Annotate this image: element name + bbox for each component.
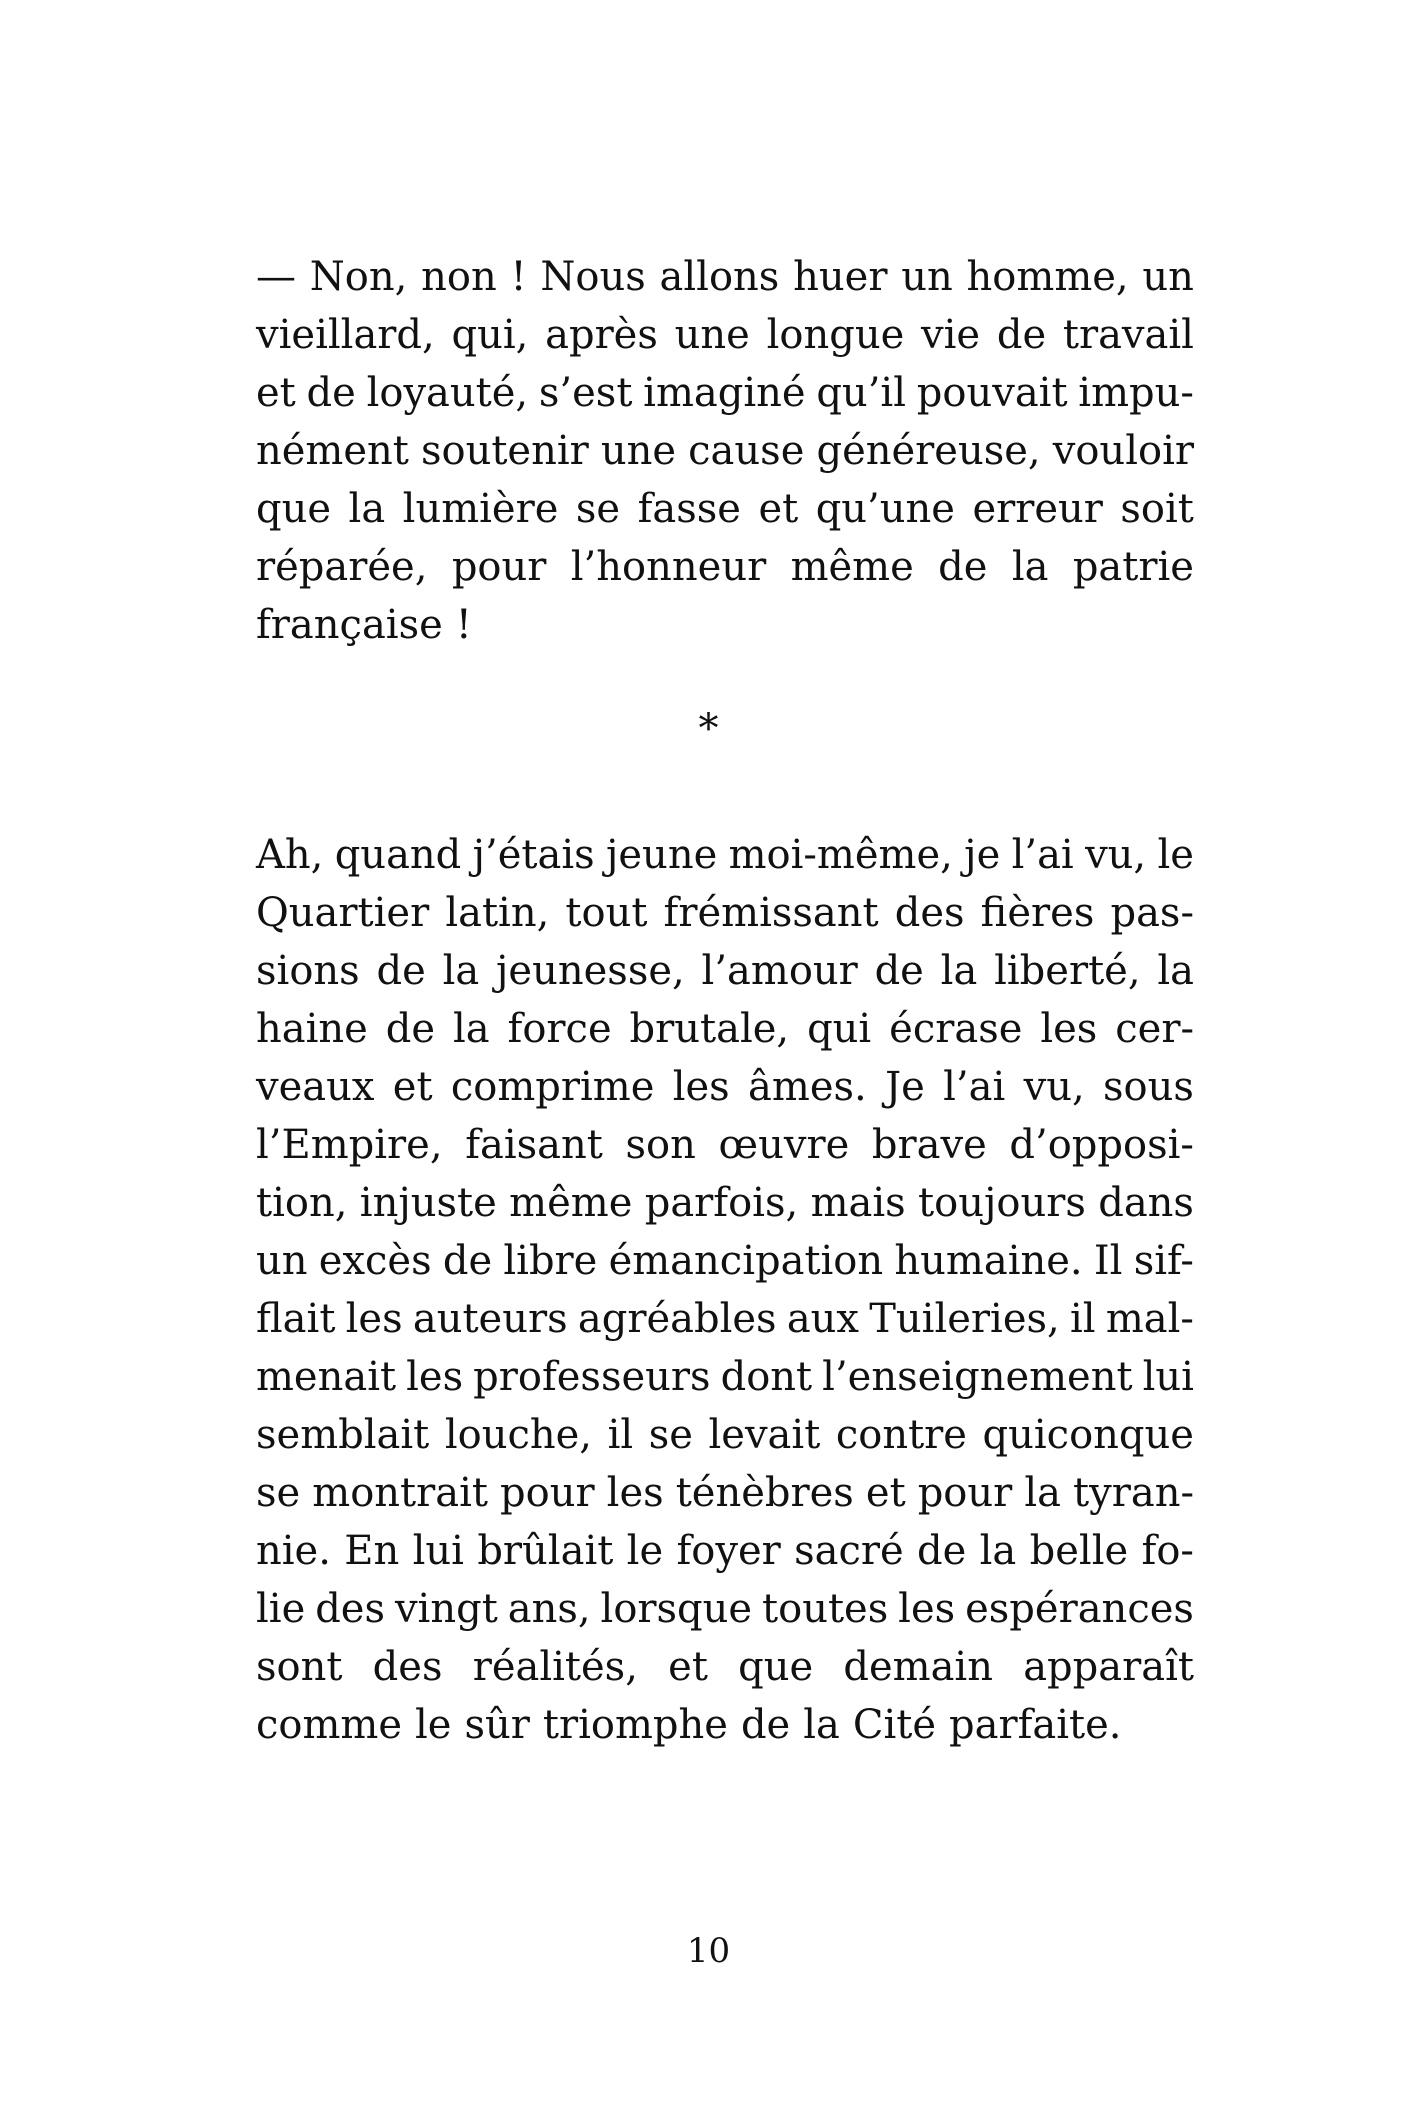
word: la xyxy=(442,948,480,994)
paragraph-1 xyxy=(256,248,1194,654)
word: force xyxy=(507,1006,612,1052)
word: mal- xyxy=(1105,1296,1194,1342)
word: En xyxy=(344,1528,400,1574)
word: humaine. xyxy=(894,1238,1083,1284)
word: de xyxy=(385,1006,436,1052)
word: parfois, xyxy=(644,1180,799,1226)
word: Non, xyxy=(309,254,408,300)
word: le xyxy=(626,1528,664,1574)
word: ! xyxy=(455,602,472,648)
word: tout xyxy=(565,890,648,936)
word: ténèbres xyxy=(675,1470,854,1516)
word: après xyxy=(545,312,658,358)
word: loyauté, xyxy=(366,370,529,416)
word: brutale, xyxy=(629,1006,790,1052)
word: flait xyxy=(256,1296,336,1342)
word: la xyxy=(979,1528,1017,1574)
word: fières xyxy=(980,890,1095,936)
text-line xyxy=(256,422,1194,480)
text-line xyxy=(256,1696,1194,1754)
word: des xyxy=(894,890,965,936)
word: frémissant xyxy=(663,890,879,936)
word: émancipation xyxy=(608,1238,884,1284)
word: généreuse, xyxy=(816,428,1041,474)
word: impu- xyxy=(1078,370,1194,416)
word: vie xyxy=(921,312,981,358)
word: Nous xyxy=(540,254,646,300)
word: tion, xyxy=(256,1180,348,1226)
word: fo- xyxy=(1141,1528,1194,1574)
word: qui xyxy=(807,1006,872,1052)
word: latin, xyxy=(445,890,550,936)
word: soutenir xyxy=(420,428,589,474)
word: ans, xyxy=(507,1586,591,1632)
word: les xyxy=(406,1354,464,1400)
text-line xyxy=(256,480,1194,538)
word: et xyxy=(256,370,296,416)
word: comprime xyxy=(450,1064,655,1110)
word: l’amour xyxy=(701,948,858,994)
word: réparée, xyxy=(256,544,428,590)
word: pas- xyxy=(1110,890,1194,936)
word: — xyxy=(256,254,296,300)
word: allons xyxy=(659,254,780,300)
word: âmes. xyxy=(748,1064,867,1110)
word: professeurs xyxy=(473,1354,711,1400)
word: vingt xyxy=(394,1586,498,1632)
word: de xyxy=(306,370,356,416)
text-line xyxy=(256,1232,1194,1290)
text-line xyxy=(256,884,1194,942)
word: de xyxy=(874,948,924,994)
word: lumière xyxy=(402,486,559,532)
word: même xyxy=(790,544,914,590)
text-line xyxy=(256,1348,1194,1406)
word: Cité xyxy=(852,1702,937,1748)
word: foyer xyxy=(676,1528,781,1574)
word: dont xyxy=(720,1354,813,1400)
word: et xyxy=(668,1644,708,1690)
word: brûlait xyxy=(477,1528,614,1574)
word: s’est xyxy=(538,370,633,416)
word: louche, xyxy=(444,1412,592,1458)
word: montrait xyxy=(312,1470,488,1516)
text-line xyxy=(256,1638,1194,1696)
word: cer- xyxy=(1115,1006,1194,1052)
word: auteurs xyxy=(412,1296,568,1342)
word: son xyxy=(625,1122,696,1168)
word: Je xyxy=(885,1064,925,1110)
word: pour xyxy=(917,1470,1013,1516)
word: il xyxy=(1069,1296,1096,1342)
word: fasse xyxy=(637,486,741,532)
text-line xyxy=(256,1290,1194,1348)
word: toujours xyxy=(918,1180,1086,1226)
word: de xyxy=(442,1238,493,1284)
text-line xyxy=(256,1174,1194,1232)
text-line xyxy=(256,306,1194,364)
word: patrie xyxy=(1072,544,1194,590)
word: Il xyxy=(1093,1238,1123,1284)
word: liberté, xyxy=(994,948,1141,994)
word: quand xyxy=(334,832,462,878)
word: œuvre xyxy=(718,1122,850,1168)
word: je xyxy=(964,832,1001,878)
word: demain xyxy=(843,1644,993,1690)
word: la xyxy=(940,948,978,994)
text-line xyxy=(256,1116,1194,1174)
word: et xyxy=(865,1470,906,1516)
word: vieillard, xyxy=(256,312,435,358)
text-line xyxy=(256,1058,1194,1116)
word: travail xyxy=(1062,312,1194,358)
word: de xyxy=(376,948,426,994)
word: moi-même, xyxy=(728,832,953,878)
word: il xyxy=(607,1412,634,1458)
word: la xyxy=(452,1006,490,1052)
word: triomphe xyxy=(542,1702,728,1748)
word: de xyxy=(938,544,988,590)
text-line xyxy=(256,538,1194,596)
word: imaginé xyxy=(643,370,806,416)
word: mais xyxy=(810,1180,906,1226)
word: d’opposi- xyxy=(1009,1122,1194,1168)
word: vouloir xyxy=(1052,428,1194,474)
word: l’enseignement xyxy=(822,1354,1133,1400)
word: sûr xyxy=(464,1702,530,1748)
word: erreur xyxy=(972,486,1103,532)
word: pour xyxy=(451,544,547,590)
word: le xyxy=(1157,832,1194,878)
text-line xyxy=(256,1580,1194,1638)
word: dans xyxy=(1098,1180,1194,1226)
word: se xyxy=(648,1412,693,1458)
word: menait xyxy=(256,1354,397,1400)
word: et xyxy=(758,486,799,532)
word: française xyxy=(256,602,443,648)
word: réalités, xyxy=(472,1644,638,1690)
word: que xyxy=(256,486,332,532)
text-line xyxy=(256,826,1194,884)
word: une xyxy=(674,312,750,358)
word: sif- xyxy=(1133,1238,1194,1284)
word: huer xyxy=(793,254,888,300)
word: des xyxy=(315,1586,386,1632)
word: agréables xyxy=(577,1296,777,1342)
word: brave xyxy=(871,1122,987,1168)
word: sions xyxy=(256,948,360,994)
word: l’honneur xyxy=(570,544,767,590)
word: sacré xyxy=(794,1528,904,1574)
word: faisant xyxy=(465,1122,603,1168)
word: un xyxy=(1142,254,1194,300)
word: tyran- xyxy=(1073,1470,1194,1516)
word: les xyxy=(1040,1006,1098,1052)
word: les xyxy=(345,1296,403,1342)
word: parfaite. xyxy=(949,1702,1122,1748)
word: la xyxy=(803,1702,840,1748)
word: pour xyxy=(500,1470,595,1516)
word: un xyxy=(256,1238,308,1284)
word: de xyxy=(740,1702,791,1748)
word: des xyxy=(372,1644,443,1690)
text-line xyxy=(256,1000,1194,1058)
word: nie. xyxy=(256,1528,331,1574)
word: cause xyxy=(688,428,805,474)
word: l’ai xyxy=(1011,832,1074,878)
word: la xyxy=(1024,1470,1061,1516)
word: apparaît xyxy=(1023,1644,1194,1690)
word: la xyxy=(1157,948,1194,994)
word: belle xyxy=(1029,1528,1129,1574)
word: homme, xyxy=(966,254,1129,300)
word: excès xyxy=(318,1238,432,1284)
word: quiconque xyxy=(982,1412,1194,1458)
word: que xyxy=(738,1644,814,1690)
word: la xyxy=(1011,544,1049,590)
word: sont xyxy=(256,1644,343,1690)
word: vu, xyxy=(1085,832,1147,878)
word: qui, xyxy=(451,312,529,358)
word: jeunesse, xyxy=(496,948,685,994)
word: les xyxy=(672,1064,730,1110)
page-number: 10 xyxy=(686,1931,731,1971)
word: Tuileries, xyxy=(869,1296,1060,1342)
word: de xyxy=(917,1528,967,1574)
word: lui xyxy=(412,1528,464,1574)
word: pouvait xyxy=(916,370,1068,416)
word: nément xyxy=(256,428,409,474)
word: l’Empire, xyxy=(256,1122,443,1168)
word: libre xyxy=(503,1238,598,1284)
paragraph-2 xyxy=(256,826,1194,1754)
word: comme xyxy=(256,1702,403,1748)
word: jeune xyxy=(605,832,718,878)
text-line xyxy=(256,596,1194,654)
word: la xyxy=(348,486,386,532)
word: Ah, xyxy=(256,832,324,878)
word: lie xyxy=(256,1586,306,1632)
text-line xyxy=(256,364,1194,422)
text-line xyxy=(256,248,1194,306)
word: espérances xyxy=(965,1586,1194,1632)
word: de xyxy=(996,312,1047,358)
word: contre xyxy=(835,1412,967,1458)
word: sous xyxy=(1103,1064,1194,1110)
word: toutes xyxy=(762,1586,889,1632)
word: et xyxy=(392,1064,433,1110)
word: lorsque xyxy=(600,1586,753,1632)
word: se xyxy=(575,486,621,532)
word: un xyxy=(901,254,953,300)
word: une xyxy=(600,428,677,474)
text-line xyxy=(256,1522,1194,1580)
word: l’ai xyxy=(943,1064,1006,1110)
word: lui xyxy=(1142,1354,1194,1400)
word: aux xyxy=(786,1296,859,1342)
word: vu, xyxy=(1023,1064,1085,1110)
word: écrase xyxy=(889,1006,1023,1052)
text-line xyxy=(256,942,1194,1000)
text-line xyxy=(256,1464,1194,1522)
word: longue xyxy=(766,312,905,358)
word: le xyxy=(415,1702,452,1748)
word: semblait xyxy=(256,1412,430,1458)
word: injuste xyxy=(359,1180,497,1226)
word: les xyxy=(606,1470,664,1516)
word: soit xyxy=(1120,486,1194,532)
word: j’étais xyxy=(472,832,595,878)
word: non xyxy=(421,254,497,300)
word: Quartier xyxy=(256,890,430,936)
word: haine xyxy=(256,1006,368,1052)
word: même xyxy=(509,1180,633,1226)
word: se xyxy=(256,1470,301,1516)
section-separator: * xyxy=(698,706,719,752)
word: les xyxy=(898,1586,956,1632)
word: qu’il xyxy=(816,370,906,416)
word: levait xyxy=(708,1412,821,1458)
word: ! xyxy=(510,254,527,300)
word: veaux xyxy=(256,1064,375,1110)
text-line xyxy=(256,1406,1194,1464)
word: qu’une xyxy=(815,486,955,532)
